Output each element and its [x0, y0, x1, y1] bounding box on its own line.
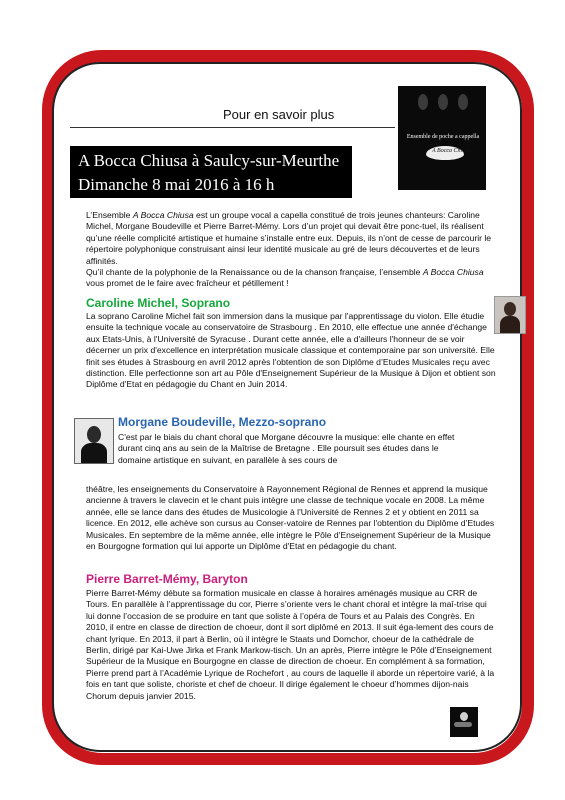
singer-face-icon: [418, 94, 428, 110]
caroline-heading: Caroline Michel, Soprano: [86, 296, 231, 310]
ensemble-name: A Bocca Chiusa: [422, 267, 484, 278]
morgane-bio-part2: théâtre, les enseignements du Conservatoire à Rayonnement Régional de Rennes et apprend la musique ancienne à travers le clavecin et le chant puis intègre une classe de technique vocale en 2008. La même année, elle se lance dans des études de Musicologie à l'Université de Rennes 2 et y obtient en 2011 sa licence. En 2012, elle achève son cursus au Conser-vatoire de Rennes par l'obtention du Diplôme d’Etudes Musicales. En septembre de la même année, elle intègre le Pôle d'Enseignement Supérieur de la Musique en Bourgogne formation qui lui apporte un Diplôme d'Etat en pédagogie du chant.: [86, 484, 495, 552]
person-body-icon: [81, 443, 107, 464]
event-date: Dimanche 8 mai 2016 à 16 h: [78, 175, 275, 194]
caroline-bio: La soprano Caroline Michel fait son immersion dans la musique par l'apprentissage du violon. Elle étudie ensuite la technique vocale au conservatoire de Strasbourg . En 2010, elle effectue une année d'échange aux Etats-Unis, à l'Université de Syracuse . Durant cette année, elle a d'ailleurs l'honneur de se voir décerner un prix d'excellence en interprétation musicale classique et contemporaine par son université. Elle finit ses études à Strasbourg en avril 2012 après l'obtention de son Diplôme d’Etudes Musicales reçu avec distinction. Elle perfectionne son art au Pôle d'Enseignement Supérieur de la Musique à Dijon et obtient son Diplôme d'Etat en pédagogie du Chant en Juin 2014.: [86, 311, 496, 390]
person-arm-icon: [454, 722, 472, 727]
person-head-icon: [87, 426, 101, 443]
event-banner: [70, 146, 352, 198]
intro-paragraph-1: [86, 210, 494, 267]
pierre-bio: Pierre Barret-Mémy débute sa formation musicale en classe à horaires aménagés musique au CRR de Tours. En parallèle à l’apprentissage du cor, Pierre s’oriente vers le chant choral et intègre la maî-trise qui lui donne l’occasion de se produire en tant que soliste à l’opéra de Tours et au Palais des Congrès. En 2010, il entre en classe de direction de choeur, dont il sort diplômé en 2013. Il suit éga-lement des cours de chant lyrique. En 2013, il part à Berlin, où il intègre le Staats und Domchor, choeur de la cathédrale de Berlin, dirigé par Kai-Uwe Jirka et Frank Markow-tisch. Un an après, Pierre intègre le Pôle d’Enseignement Supérieur de la Musique en Bourgogne en classe de direction de choeur. En complément à sa formation, Pierre prend part à l’Académie Lyrique de Rochefort , au cours de laquelle il aborde un répertoire varié, à la fois en tant que soliste, choriste et chef de choeur. Il dirige également le choeur d’hommes dijon-nais Chorum depuis janvier 2015.: [86, 588, 495, 701]
morgane-photo: [74, 418, 114, 464]
poster-logo-text: A Bocca Chiusa: [432, 148, 471, 154]
intro-text-span: est un groupe vocal a capella constitué de trois jeunes chanteurs: Caroline Michel, Morgane Boudeville et Pierre Barret-Mémy. Lors d’un projet qui devait être ponc-tuel, ils réalisent qu’une réelle complicité artistique et humaine s’installe entre eux. Depuis, ils n’ont de cesse de parcourir le répertoire polyphonique construisant ainsi leur identité musicale au gré de leurs découvertes et de leurs affinités.: [86, 210, 492, 266]
person-head-icon: [504, 302, 516, 316]
person-head-icon: [460, 712, 468, 721]
ensemble-poster-image: [398, 86, 486, 190]
ensemble-name: A Bocca Chiusa: [132, 210, 194, 220]
intro-paragraph-2: [86, 267, 494, 290]
morgane-bio-part1: C'est par le biais du chant choral que Morgane découvre la musique: elle chante en effet durant cinq ans au sein de la Maîtrise de Bretagne . Elle poursuit ses études dans le domaine artistique en suivant, en parallèle à ses cours de: [118, 432, 455, 465]
header-title: Pour en savoir plus: [223, 107, 335, 122]
pierre-photo: [450, 707, 478, 737]
morgane-heading: Morgane Boudeville, Mezzo-soprano: [118, 415, 327, 429]
intro-text-span: vous promet de le faire avec fraîcheur et pétillement !: [86, 278, 289, 289]
pierre-heading: Pierre Barret-Mémy, Baryton: [86, 572, 248, 586]
header-divider: [70, 127, 395, 128]
intro-text-span: L’Ensemble: [86, 210, 133, 220]
singer-face-icon: [438, 94, 448, 110]
event-title: A Bocca Chiusa à Saulcy-sur-Meurthe: [78, 151, 340, 170]
intro-text: [86, 210, 494, 290]
person-body-icon: [500, 316, 520, 334]
caroline-photo: [494, 296, 526, 334]
singer-face-icon: [458, 94, 468, 110]
poster-caption: Ensemble de poche a cappella: [406, 134, 480, 140]
intro-text-span: Qu’il chante de la polyphonie de la Renaissance ou de la chanson française, l’ensemble: [86, 267, 423, 278]
